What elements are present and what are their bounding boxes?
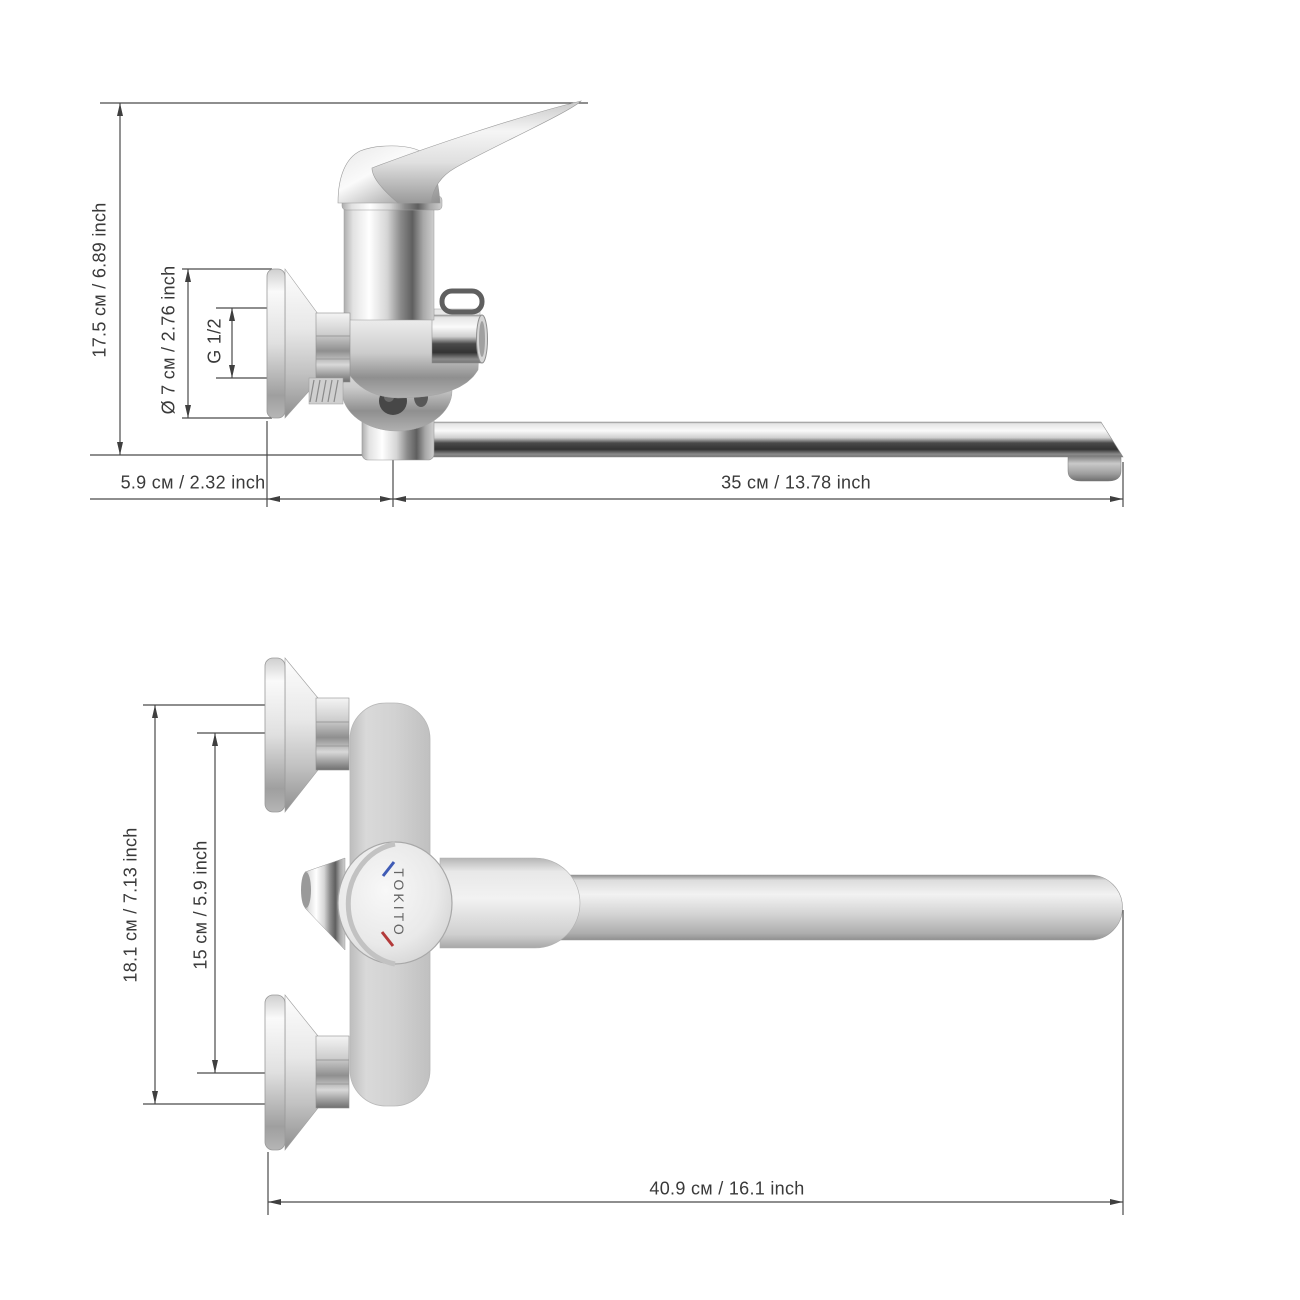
brand-logo-label: TOKITO <box>391 868 407 938</box>
spout-tube-plan <box>545 875 1123 940</box>
spout-length-dimension-label: 35 см / 13.78 inch <box>721 472 871 493</box>
valve-body-cylinder <box>344 208 434 320</box>
thread-size-label: G 1/2 <box>204 318 225 364</box>
wall-offset-dimension-label: 5.9 см / 2.32 inch <box>120 472 266 493</box>
plan-height-dimension-label: 18.1 см / 7.13 inch <box>120 827 141 983</box>
mounting-nut <box>316 313 350 382</box>
flange-diameter-dimension-label: Ø 7 см / 2.76 inch <box>158 265 179 415</box>
lower-wall-mount <box>265 995 349 1150</box>
thread-detail <box>309 378 343 404</box>
handle-neck-end <box>301 872 311 908</box>
spout-tube <box>402 422 1123 457</box>
side-height-dimension-label: 17.5 см / 6.89 inch <box>89 202 110 358</box>
spout-nozzle <box>1068 456 1121 481</box>
shower-outlet-opening <box>479 321 485 357</box>
side-view-faucet-illustration <box>267 101 1123 481</box>
shower-outlet <box>432 315 482 363</box>
mount-centers-dimension-label: 15 см / 5.9 inch <box>190 840 211 970</box>
escutcheon-flange <box>267 269 285 418</box>
upper-wall-mount <box>265 658 349 812</box>
overall-length-dimension-label: 40.9 см / 16.1 inch <box>649 1178 805 1199</box>
lever-handle-plan <box>440 858 580 948</box>
